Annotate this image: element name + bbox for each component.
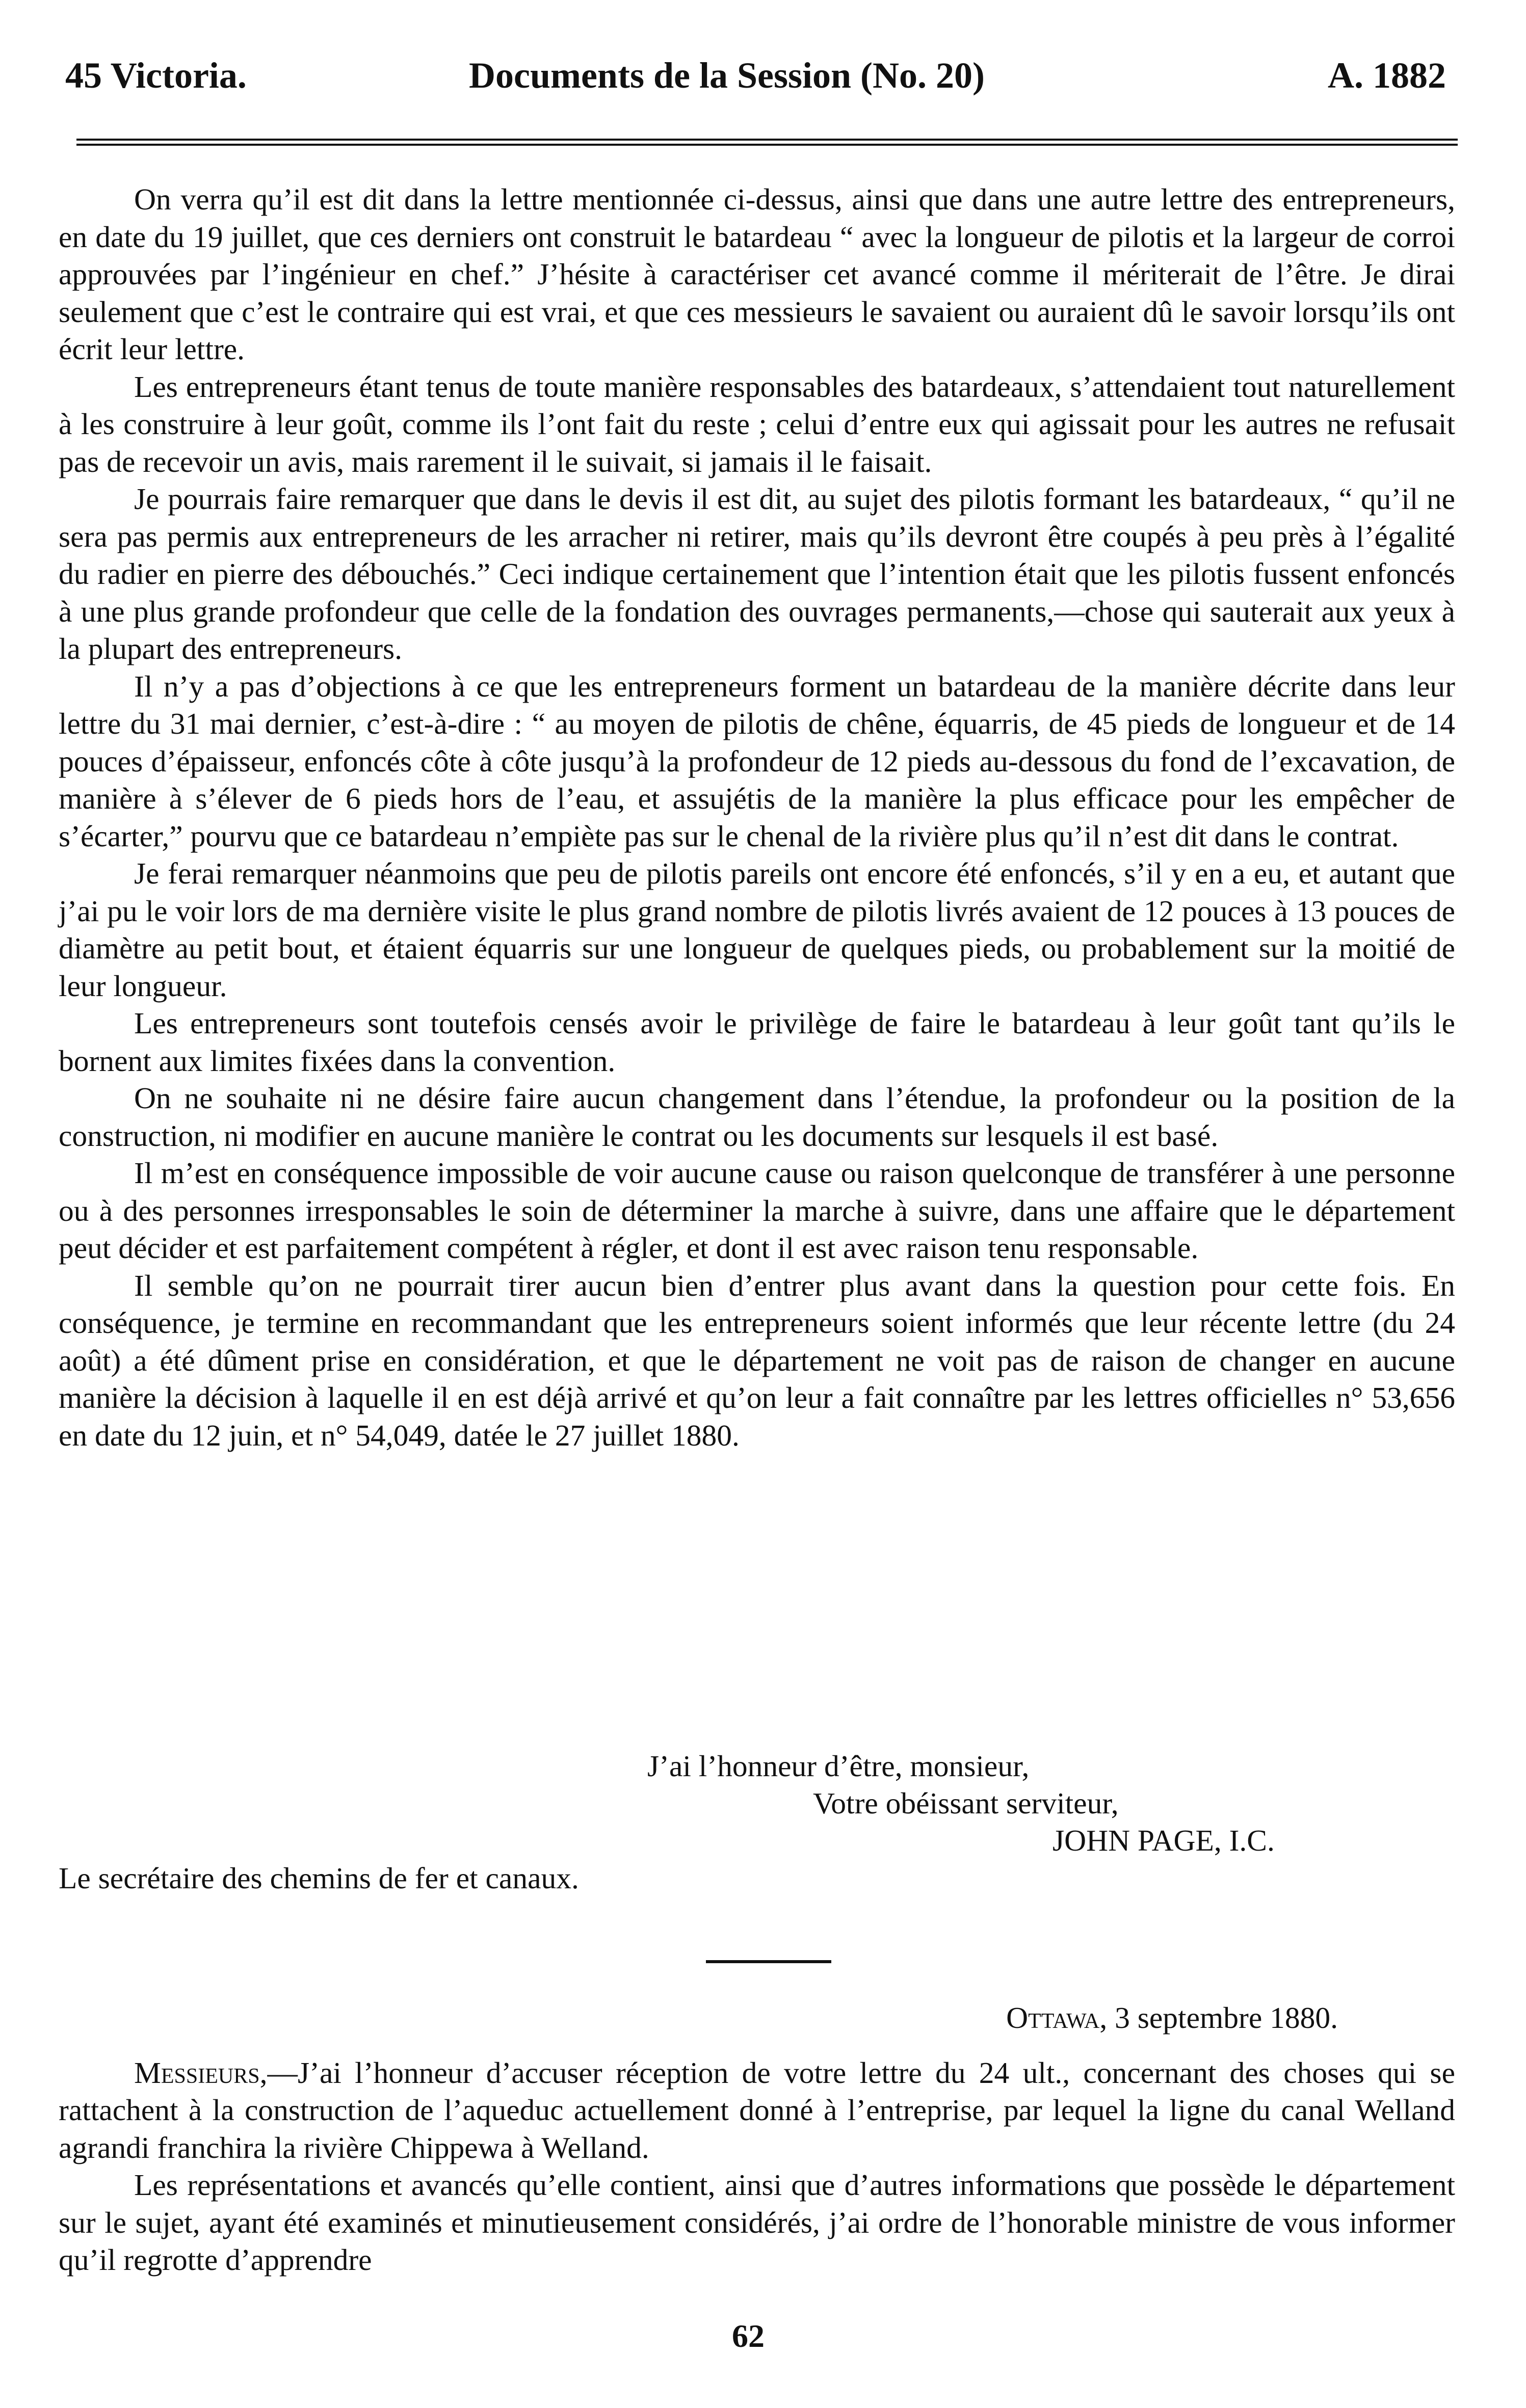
dateline-place: Ottawa, <box>1006 2001 1108 2035</box>
closing-honneur: J’ai l’honneur d’être, monsieur, <box>647 1749 1030 1783</box>
paragraph-8: Il m’est en conséquence impossible de voir aucune cause ou raison quelconque de transférer à une personne ou à des personnes irresponsables le soin de déterminer la marche à suivre, dans une affaire que le département peut décider et est parfaitement compétent à régler, et dont il est avec raison tenu responsable. <box>59 1156 1455 1265</box>
paragraph-9: Il semble qu’on ne pourrait tirer aucun bien d’entrer plus avant dans la question pour cette fois. En conséquence, je termine en recommandant que les entrepreneurs soient informés que leur récente lettre (du 24 août) a été dûment prise en considération, et que le département ne voit pas de raison de changer en aucune manière la décision à laquelle il en est déjà arrivé et qu’on leur a fait connaître par les lettres officielles n° 53,656 en date du 12 juin, et n° 54,049, datée le 27 juillet 1880. <box>59 1268 1455 1452</box>
letter2-paragraph-1 <box>59 2054 1455 2167</box>
paragraph-1: On verra qu’il est dit dans la lettre mentionnée ci-dessus, ainsi que dans une autre lettre des entrepreneurs, en date du 19 juillet, que ces derniers ont construit le batardeau “ avec la longueur de pilotis et la largeur de corroi approuvées par l’ingénieur en chef.” J’hésite à caractériser cet avancé comme il mériterait de l’être. Je dirai seulement que c’est le contraire qui est vrai, et que ces messieurs le savaient ou auraient dû le savoir lorsqu’ils ont écrit leur lettre. <box>59 182 1455 366</box>
page-number: 62 <box>732 2318 765 2354</box>
dateline <box>59 1999 1338 2037</box>
paragraph-4: Il n’y a pas d’objections à ce que les entrepreneurs forment un batardeau de la manière décrite dans leur lettre du 31 mai dernier, c’est-à-dire : “ au moyen de pilotis de chêne, équarris, de 45 pieds de longueur et de 14 pouces d’épaisseur, enfoncés côte à côte jusqu’à la profondeur de 12 pieds au-dessous du fond de l’excavation, de manière à s’élever de 6 pieds hors de l’eau, et assujétis de la manière la plus efficace pour les empêcher de s’écarter,” pourvu que ce batardeau n’empiète pas sur le chenal de la rivière plus qu’il n’est dit dans le contrat. <box>59 669 1455 853</box>
closing-serviteur: Votre obéissant serviteur, <box>813 1786 1119 1820</box>
header-double-rule <box>76 139 1458 146</box>
header-session-year: 45 Victoria. <box>65 55 247 96</box>
letter2-paragraph-2: Les représentations et avancés qu’elle contient, ainsi que d’autres informations que possède le département sur le sujet, ayant été examinés et minutieusement considérés, j’ai ordre de l’honorable ministre de vous informer qu’il regrotte d’apprendre <box>59 2168 1455 2277</box>
dateline-date: 3 septembre 1880. <box>1115 2001 1338 2035</box>
paragraph-7: On ne souhaite ni ne désire faire aucun changement dans l’étendue, la profondeur ou la position de la construction, ni modifier en aucune manière le contrat ou les documents sur lesquels il est basé. <box>59 1081 1455 1153</box>
header-year: A. 1882 <box>1328 55 1446 96</box>
signature: JOHN PAGE, I.C. <box>1053 1824 1275 1857</box>
paragraph-6: Les entrepreneurs sont toutefois censés avoir le privilège de faire le batardeau à leur goût tant qu’ils le bornent aux limites fixées dans la convention. <box>59 1006 1455 1078</box>
salutation: Messieurs, <box>134 2055 268 2090</box>
paragraph-2: Les entrepreneurs étant tenus de toute manière responsables des batardeaux, s’attendaient tout naturellement à les construire à leur goût, comme ils l’ont fait du reste ; celui d’entre eux qui agissait pour les autres ne refusait pas de recevoir un avis, mais rarement il le suivait, si jamais il le faisait. <box>59 369 1455 478</box>
signatory-title: Le secrétaire des chemins de fer et canaux. <box>59 1861 579 1895</box>
section-separator <box>706 1960 831 1963</box>
letter-body <box>59 181 1455 1454</box>
header-title: Documents de la Session (No. 20) <box>469 55 985 96</box>
letter2-paragraph-1-text: —J’ai l’honneur d’accuser réception de votre lettre du 24 ult., concernant des choses qui se rattachent à la construction de l’aqueduc actuellement donné à l’entreprise, par lequel la ligne du canal Welland agrandi franchira la rivière Chippewa à Welland. <box>59 2055 1455 2164</box>
second-letter <box>59 1999 1455 2279</box>
paragraph-3: Je pourrais faire remarquer que dans le devis il est dit, au sujet des pilotis formant les batardeaux, “ qu’il ne sera pas permis aux entrepreneurs de les arracher ni retirer, mais qu’ils devront être coupés à peu près à l’égalité du radier en pierre des débouchés.” Ceci indique certainement que l’intention était que les pilotis fussent enfoncés à une plus grande profondeur que celle de la fondation des ouvrages permanents,—chose qui sauterait aux yeux à la plupart des entrepreneurs. <box>59 482 1455 665</box>
paragraph-5: Je ferai remarquer néanmoins que peu de pilotis pareils ont encore été enfoncés, s’il y en a eu, et autant que j’ai pu le voir lors de ma dernière visite le plus grand nombre de pilotis livrés avaient de 12 pouces à 13 pouces de diamètre au petit bout, et étaient équarris sur une longueur de quelques pieds, ou probablement sur la moitié de leur longueur. <box>59 857 1455 1003</box>
